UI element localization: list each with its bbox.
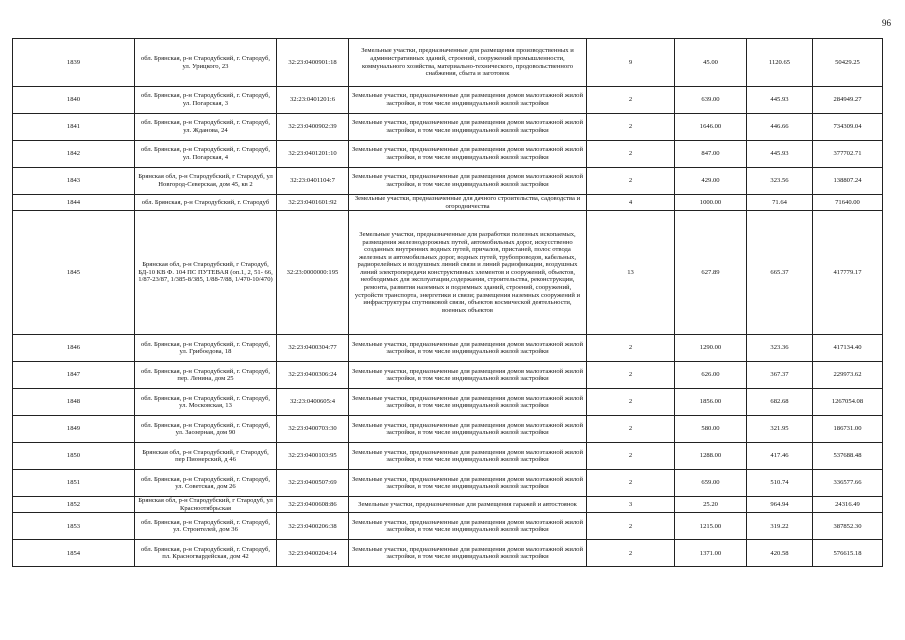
area-cell: 659.00: [675, 470, 747, 497]
row-number-cell: 1840: [13, 87, 135, 114]
land-purpose-cell: Земельные участки, предназначенные для размещения домов малоэтажной жилой застройки, в том числе индивидуальной жилой застройки: [349, 168, 587, 195]
table-row: [13, 168, 883, 195]
group-code-cell: 2: [587, 513, 675, 540]
group-code-cell: 9: [587, 39, 675, 87]
address-cell: обл. Брянская, р-н Стародубский, г. Стародуб, ул. Грибоедова, 18: [135, 335, 277, 362]
cadastral-value-cell: 377702.71: [813, 141, 883, 168]
row-number-cell: 1844: [13, 195, 135, 211]
group-code-cell: 13: [587, 211, 675, 335]
specific-value-cell: 321.95: [747, 416, 813, 443]
group-code-cell: 2: [587, 168, 675, 195]
row-number-cell: 1842: [13, 141, 135, 168]
address-cell: обл. Брянская, р-н Стародубский, г. Стародуб, ул. Погарская, 3: [135, 87, 277, 114]
area-cell: 847.00: [675, 141, 747, 168]
specific-value-cell: 510.74: [747, 470, 813, 497]
area-cell: 429.00: [675, 168, 747, 195]
land-purpose-cell: Земельные участки, предназначенные для размещения производственных и административных зданий, строений, сооружений промышленности, коммунального хозяйства, материально-технического, продовольственного снабжения, сбыта и заготовок: [349, 39, 587, 87]
table-row: [13, 211, 883, 335]
land-purpose-cell: Земельные участки, предназначенные для размещения домов малоэтажной жилой застройки, в том числе индивидуальной жилой застройки: [349, 141, 587, 168]
land-purpose-cell: Земельные участки, предназначенные для размещения домов малоэтажной жилой застройки, в том числе индивидуальной жилой застройки: [349, 416, 587, 443]
table-row: [13, 39, 883, 87]
area-cell: 1371.00: [675, 540, 747, 567]
cadastral-number-cell: 32:23:0400306:24: [277, 362, 349, 389]
land-purpose-cell: Земельные участки, предназначенные для размещения домов малоэтажной жилой застройки, в том числе индивидуальной жилой застройки: [349, 513, 587, 540]
cadastral-number-cell: 32:23:0400902:39: [277, 114, 349, 141]
group-code-cell: 2: [587, 114, 675, 141]
area-cell: 1000.00: [675, 195, 747, 211]
address-cell: обл. Брянская, р-н Стародубский, г. Стародуб, пл. Красногвардейская, дом 42: [135, 540, 277, 567]
row-number-cell: 1852: [13, 497, 135, 513]
address-cell: обл. Брянская, р-н Стародубский, г. Стародуб, ул. Жданова, 24: [135, 114, 277, 141]
address-cell: обл. Брянская, р-н Стародубский, г. Стародуб, ул. Заозерная, дом 90: [135, 416, 277, 443]
address-cell: Брянская обл, р-н Стародубский, г Стародуб, БД-10 КВ Ф. 104 ПС ПУТЕВАЯ (оп.1, 2, 51- 66, 1/87-23/87, 1/385-8/385, 1/88-7/88, 1/470-10/470): [135, 211, 277, 335]
page-number: 96: [882, 18, 891, 28]
table-row: [13, 114, 883, 141]
cadastral-value-cell: 50429.25: [813, 39, 883, 87]
cadastral-value-cell: 229973.62: [813, 362, 883, 389]
specific-value-cell: 71.64: [747, 195, 813, 211]
area-cell: 45.00: [675, 39, 747, 87]
group-code-cell: 2: [587, 335, 675, 362]
cadastral-value-cell: 284949.27: [813, 87, 883, 114]
area-cell: 580.00: [675, 416, 747, 443]
table-row: [13, 470, 883, 497]
land-purpose-cell: Земельные участки, предназначенные для размещения домов малоэтажной жилой застройки, в том числе индивидуальной жилой застройки: [349, 362, 587, 389]
cadastral-number-cell: 32:23:0401104:7: [277, 168, 349, 195]
cadastral-number-cell: 32:23:0400703:30: [277, 416, 349, 443]
cadastral-number-cell: 32:23:0000000:195: [277, 211, 349, 335]
group-code-cell: 2: [587, 540, 675, 567]
specific-value-cell: 665.37: [747, 211, 813, 335]
land-purpose-cell: Земельные участки, предназначенные для разработки полезных ископаемых, размещения железнодорожных путей, автомобильных дорог, искусственно созданных внутренних водных путей, причалов, пристаней, полос отвода железных и автомобильных дорог, водных путей, трубопроводов, кабельных, радиорелейных и воздушных линий связи и линий радиофикации, воздушных линий электропередачи конструктивных элементов и сооружений, объектов, необходимых для эксплуатации,содержания, строительства, реконструкции, ремонта, развития наземных и подземных зданий, строений, сооружений, устройств транспорта, энергетики и связи; размещения наземных сооружений и инфраструктуры спутниковой связи, объектов космической деятельности, военных объектов: [349, 211, 587, 335]
area-cell: 626.00: [675, 362, 747, 389]
land-purpose-cell: Земельные участки, предназначенные для размещения домов малоэтажной жилой застройки, в том числе индивидуальной жилой застройки: [349, 389, 587, 416]
table-row: [13, 87, 883, 114]
area-cell: 1288.00: [675, 443, 747, 470]
cadastral-number-cell: 32:23:0400304:77: [277, 335, 349, 362]
group-code-cell: 4: [587, 195, 675, 211]
cadastral-value-cell: 24316.49: [813, 497, 883, 513]
row-number-cell: 1849: [13, 416, 135, 443]
cadastral-number-cell: 32:23:0400206:38: [277, 513, 349, 540]
cadastral-value-cell: 537688.48: [813, 443, 883, 470]
row-number-cell: 1845: [13, 211, 135, 335]
land-purpose-cell: Земельные участки, предназначенные для размещения домов малоэтажной жилой застройки, в том числе индивидуальной жилой застройки: [349, 87, 587, 114]
land-purpose-cell: Земельные участки, предназначенные для размещения домов малоэтажной жилой застройки, в том числе индивидуальной жилой застройки: [349, 114, 587, 141]
cadastral-number-cell: 32:23:0400103:95: [277, 443, 349, 470]
specific-value-cell: 445.93: [747, 141, 813, 168]
table-row: [13, 335, 883, 362]
table-row: [13, 389, 883, 416]
address-cell: обл. Брянская, р-н Стародубский, г. Стародуб, ул. Советская, дом 26: [135, 470, 277, 497]
address-cell: обл. Брянская, р-н Стародубский, г. Стародуб, пер. Ленина, дом 25: [135, 362, 277, 389]
area-cell: 1856.00: [675, 389, 747, 416]
row-number-cell: 1847: [13, 362, 135, 389]
cadastral-number-cell: 32:23:0400608:86: [277, 497, 349, 513]
row-number-cell: 1841: [13, 114, 135, 141]
registry-body: [13, 39, 883, 567]
specific-value-cell: 323.56: [747, 168, 813, 195]
specific-value-cell: 319.22: [747, 513, 813, 540]
specific-value-cell: 445.93: [747, 87, 813, 114]
address-cell: обл. Брянская, р-н Стародубский, г. Стародуб, ул. Московская, 13: [135, 389, 277, 416]
group-code-cell: 3: [587, 497, 675, 513]
area-cell: 25.20: [675, 497, 747, 513]
table-row: [13, 362, 883, 389]
land-purpose-cell: Земельные участки, предназначенные для дачного строительства, садоводства и огородничества: [349, 195, 587, 211]
row-number-cell: 1853: [13, 513, 135, 540]
address-cell: обл. Брянская, р-н Стародубский, г. Стародуб, ул. Строителей, дом 36: [135, 513, 277, 540]
cadastral-value-cell: 138807.24: [813, 168, 883, 195]
group-code-cell: 2: [587, 389, 675, 416]
group-code-cell: 2: [587, 87, 675, 114]
group-code-cell: 2: [587, 141, 675, 168]
row-number-cell: 1846: [13, 335, 135, 362]
table-row: [13, 416, 883, 443]
cadastral-value-cell: 576615.18: [813, 540, 883, 567]
cadastral-value-cell: 186731.00: [813, 416, 883, 443]
cadastral-value-cell: 1267054.08: [813, 389, 883, 416]
group-code-cell: 2: [587, 416, 675, 443]
specific-value-cell: 1120.65: [747, 39, 813, 87]
row-number-cell: 1851: [13, 470, 135, 497]
cadastral-registry-table: [12, 38, 883, 567]
cadastral-number-cell: 32:23:0400507:69: [277, 470, 349, 497]
group-code-cell: 2: [587, 443, 675, 470]
row-number-cell: 1848: [13, 389, 135, 416]
land-purpose-cell: Земельные участки, предназначенные для размещения домов малоэтажной жилой застройки, в том числе индивидуальной жилой застройки: [349, 470, 587, 497]
address-cell: обл. Брянская, р-н Стародубский, г. Стародуб, ул. Урицкого, 23: [135, 39, 277, 87]
row-number-cell: 1850: [13, 443, 135, 470]
cadastral-value-cell: 336577.66: [813, 470, 883, 497]
area-cell: 1646.00: [675, 114, 747, 141]
land-purpose-cell: Земельные участки, предназначенные для размещения домов малоэтажной жилой застройки, в том числе индивидуальной жилой застройки: [349, 335, 587, 362]
table-row: [13, 540, 883, 567]
row-number-cell: 1854: [13, 540, 135, 567]
address-cell: обл. Брянская, р-н Стародубский, г. Стародуб: [135, 195, 277, 211]
group-code-cell: 2: [587, 362, 675, 389]
area-cell: 1290.00: [675, 335, 747, 362]
land-purpose-cell: Земельные участки, предназначенные для размещения гаражей и автостоянок: [349, 497, 587, 513]
cadastral-number-cell: 32:23:0401601:92: [277, 195, 349, 211]
row-number-cell: 1843: [13, 168, 135, 195]
cadastral-value-cell: 387852.30: [813, 513, 883, 540]
specific-value-cell: 446.66: [747, 114, 813, 141]
specific-value-cell: 682.68: [747, 389, 813, 416]
address-cell: Брянская обл, р-н Стародубский, г Стародуб, ул Красноотябрьская: [135, 497, 277, 513]
address-cell: обл. Брянская, р-н Стародубский, г. Стародуб, ул. Погарская, 4: [135, 141, 277, 168]
table-row: [13, 195, 883, 211]
cadastral-number-cell: 32:23:0400204:14: [277, 540, 349, 567]
land-purpose-cell: Земельные участки, предназначенные для размещения домов малоэтажной жилой застройки, в том числе индивидуальной жилой застройки: [349, 443, 587, 470]
cadastral-value-cell: 417779.17: [813, 211, 883, 335]
cadastral-number-cell: 32:23:0400605:4: [277, 389, 349, 416]
cadastral-number-cell: 32:23:0401201:6: [277, 87, 349, 114]
table-row: [13, 443, 883, 470]
table-row: [13, 497, 883, 513]
specific-value-cell: 323.36: [747, 335, 813, 362]
table-row: [13, 141, 883, 168]
specific-value-cell: 367.37: [747, 362, 813, 389]
area-cell: 1215.00: [675, 513, 747, 540]
cadastral-value-cell: 417134.40: [813, 335, 883, 362]
address-cell: Брянская обл, р-н Стародубский, г Стародуб, ул Новгород-Северская, дом 45, кв 2: [135, 168, 277, 195]
cadastral-number-cell: 32:23:0400901:18: [277, 39, 349, 87]
cadastral-value-cell: 71640.00: [813, 195, 883, 211]
cadastral-number-cell: 32:23:0401201:10: [277, 141, 349, 168]
area-cell: 639.00: [675, 87, 747, 114]
area-cell: 627.89: [675, 211, 747, 335]
row-number-cell: 1839: [13, 39, 135, 87]
specific-value-cell: 420.58: [747, 540, 813, 567]
cadastral-value-cell: 734309.04: [813, 114, 883, 141]
group-code-cell: 2: [587, 470, 675, 497]
specific-value-cell: 964.94: [747, 497, 813, 513]
address-cell: Брянская обл, р-н Стародубский, г Стародуб, пер Пионерский, д 46: [135, 443, 277, 470]
specific-value-cell: 417.46: [747, 443, 813, 470]
land-purpose-cell: Земельные участки, предназначенные для размещения домов малоэтажной жилой застройки, в том числе индивидуальной жилой застройки: [349, 540, 587, 567]
table-row: [13, 513, 883, 540]
